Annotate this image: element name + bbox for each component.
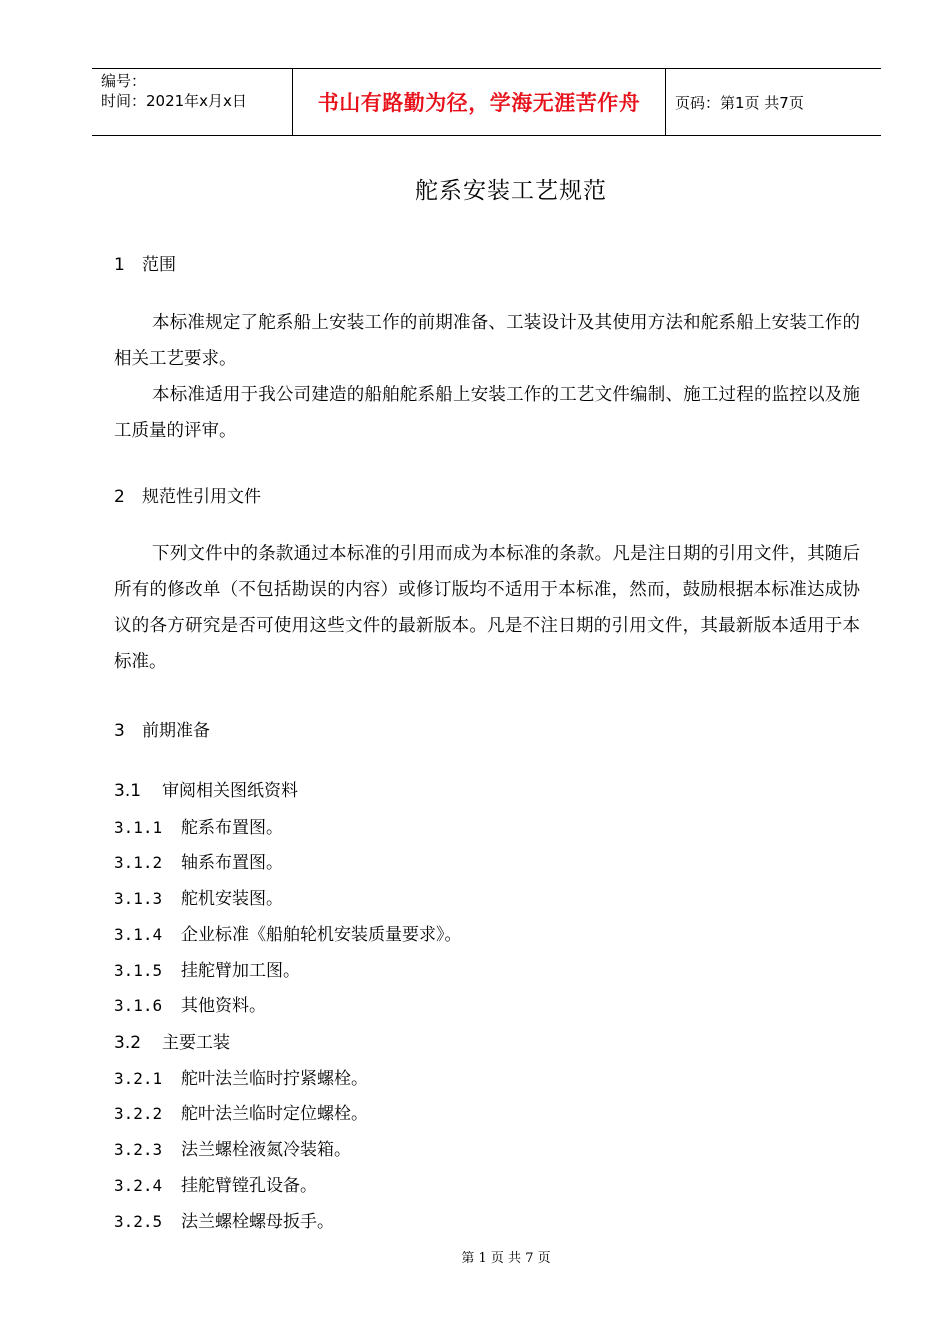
list-item: [114, 1207, 334, 1232]
page-header: [92, 68, 881, 136]
list-item: [114, 1135, 351, 1160]
item-number: 3.1.4: [114, 925, 163, 944]
item-text: 其他资料。: [181, 996, 266, 1016]
section-number: 2: [114, 487, 125, 507]
item-number: 3.1.6: [114, 996, 163, 1015]
subsection-title: 审阅相关图纸资料: [162, 781, 298, 801]
section-heading-references: [114, 482, 261, 507]
item-number: 3.1.1: [114, 818, 163, 837]
header-page-info: 页码：第1页 共7页: [675, 93, 804, 112]
item-number: 3.1.3: [114, 889, 163, 908]
subsection-number: 3.1: [114, 781, 142, 801]
item-text: 挂舵臂加工图。: [181, 961, 300, 981]
number-label: 编号：: [101, 72, 147, 90]
subsection-heading: [114, 776, 298, 801]
list-item: [114, 1064, 368, 1089]
subsection-number: 3.2: [114, 1033, 142, 1053]
item-number: 3.2.4: [114, 1176, 163, 1195]
section-number: 3: [114, 721, 125, 741]
time-label: 时间：2021年x月x日: [101, 92, 247, 110]
item-number: 3.2.5: [114, 1212, 163, 1231]
section-title: 规范性引用文件: [142, 487, 261, 507]
list-item: [114, 1171, 317, 1196]
paragraph: 本标准适用于我公司建造的船舶舵系船上安装工作的工艺文件编制、施工过程的监控以及施工质量的评审。: [114, 385, 860, 441]
paragraph: 本标准规定了舵系船上安装工作的前期准备、工装设计及其使用方法和舵系船上安装工作的相关工艺要求。: [114, 313, 860, 369]
item-number: 3.1.5: [114, 961, 163, 980]
item-text: 法兰螺栓液氮冷装箱。: [181, 1140, 351, 1160]
item-text: 舵机安装图。: [181, 889, 283, 909]
item-text: 挂舵臂镗孔设备。: [181, 1176, 317, 1196]
document-title: 舵系安装工艺规范: [415, 178, 607, 204]
section-title: 前期准备: [142, 721, 210, 741]
section-heading-preparation: [114, 716, 210, 741]
item-number: 3.2.2: [114, 1104, 163, 1123]
item-text: 企业标准《船舶轮机安装质量要求》。: [181, 925, 462, 945]
list-item: [114, 991, 266, 1016]
list-item: [114, 920, 462, 945]
header-motto: 书山有路勤为径，学海无涯苦作舟: [293, 69, 666, 135]
header-meta-cell: [92, 69, 293, 135]
item-text: 法兰螺栓螺母扳手。: [181, 1212, 334, 1232]
item-text: 轴系布置图。: [181, 853, 283, 873]
section-heading-scope: [114, 250, 176, 275]
section-title: 范围: [142, 255, 176, 275]
list-item: [114, 1099, 368, 1124]
list-item: [114, 848, 283, 873]
item-text: 舵叶法兰临时定位螺栓。: [181, 1104, 368, 1124]
subsection-heading: [114, 1028, 230, 1053]
paragraph: 下列文件中的条款通过本标准的引用而成为本标准的条款。凡是注日期的引用文件，其随后所有的修改单（不包括勘误的内容）或修订版均不适用于本标准，然而，鼓励根据本标准达成协议的各方研究是否可使用这些文件的最新版本。凡是不注日期的引用文件，其最新版本适用于本标准。: [114, 544, 860, 672]
item-text: 舵系布置图。: [181, 818, 283, 838]
list-item: [114, 813, 283, 838]
section-number: 1: [114, 255, 125, 275]
item-number: 3.2.3: [114, 1140, 163, 1159]
list-item: [114, 884, 283, 909]
page-footer: 第 1 页 共 7 页: [461, 1251, 551, 1266]
subsection-title: 主要工装: [162, 1033, 230, 1053]
list-item: [114, 956, 300, 981]
item-number: 3.1.2: [114, 853, 163, 872]
item-number: 3.2.1: [114, 1069, 163, 1088]
item-text: 舵叶法兰临时拧紧螺栓。: [181, 1069, 368, 1089]
